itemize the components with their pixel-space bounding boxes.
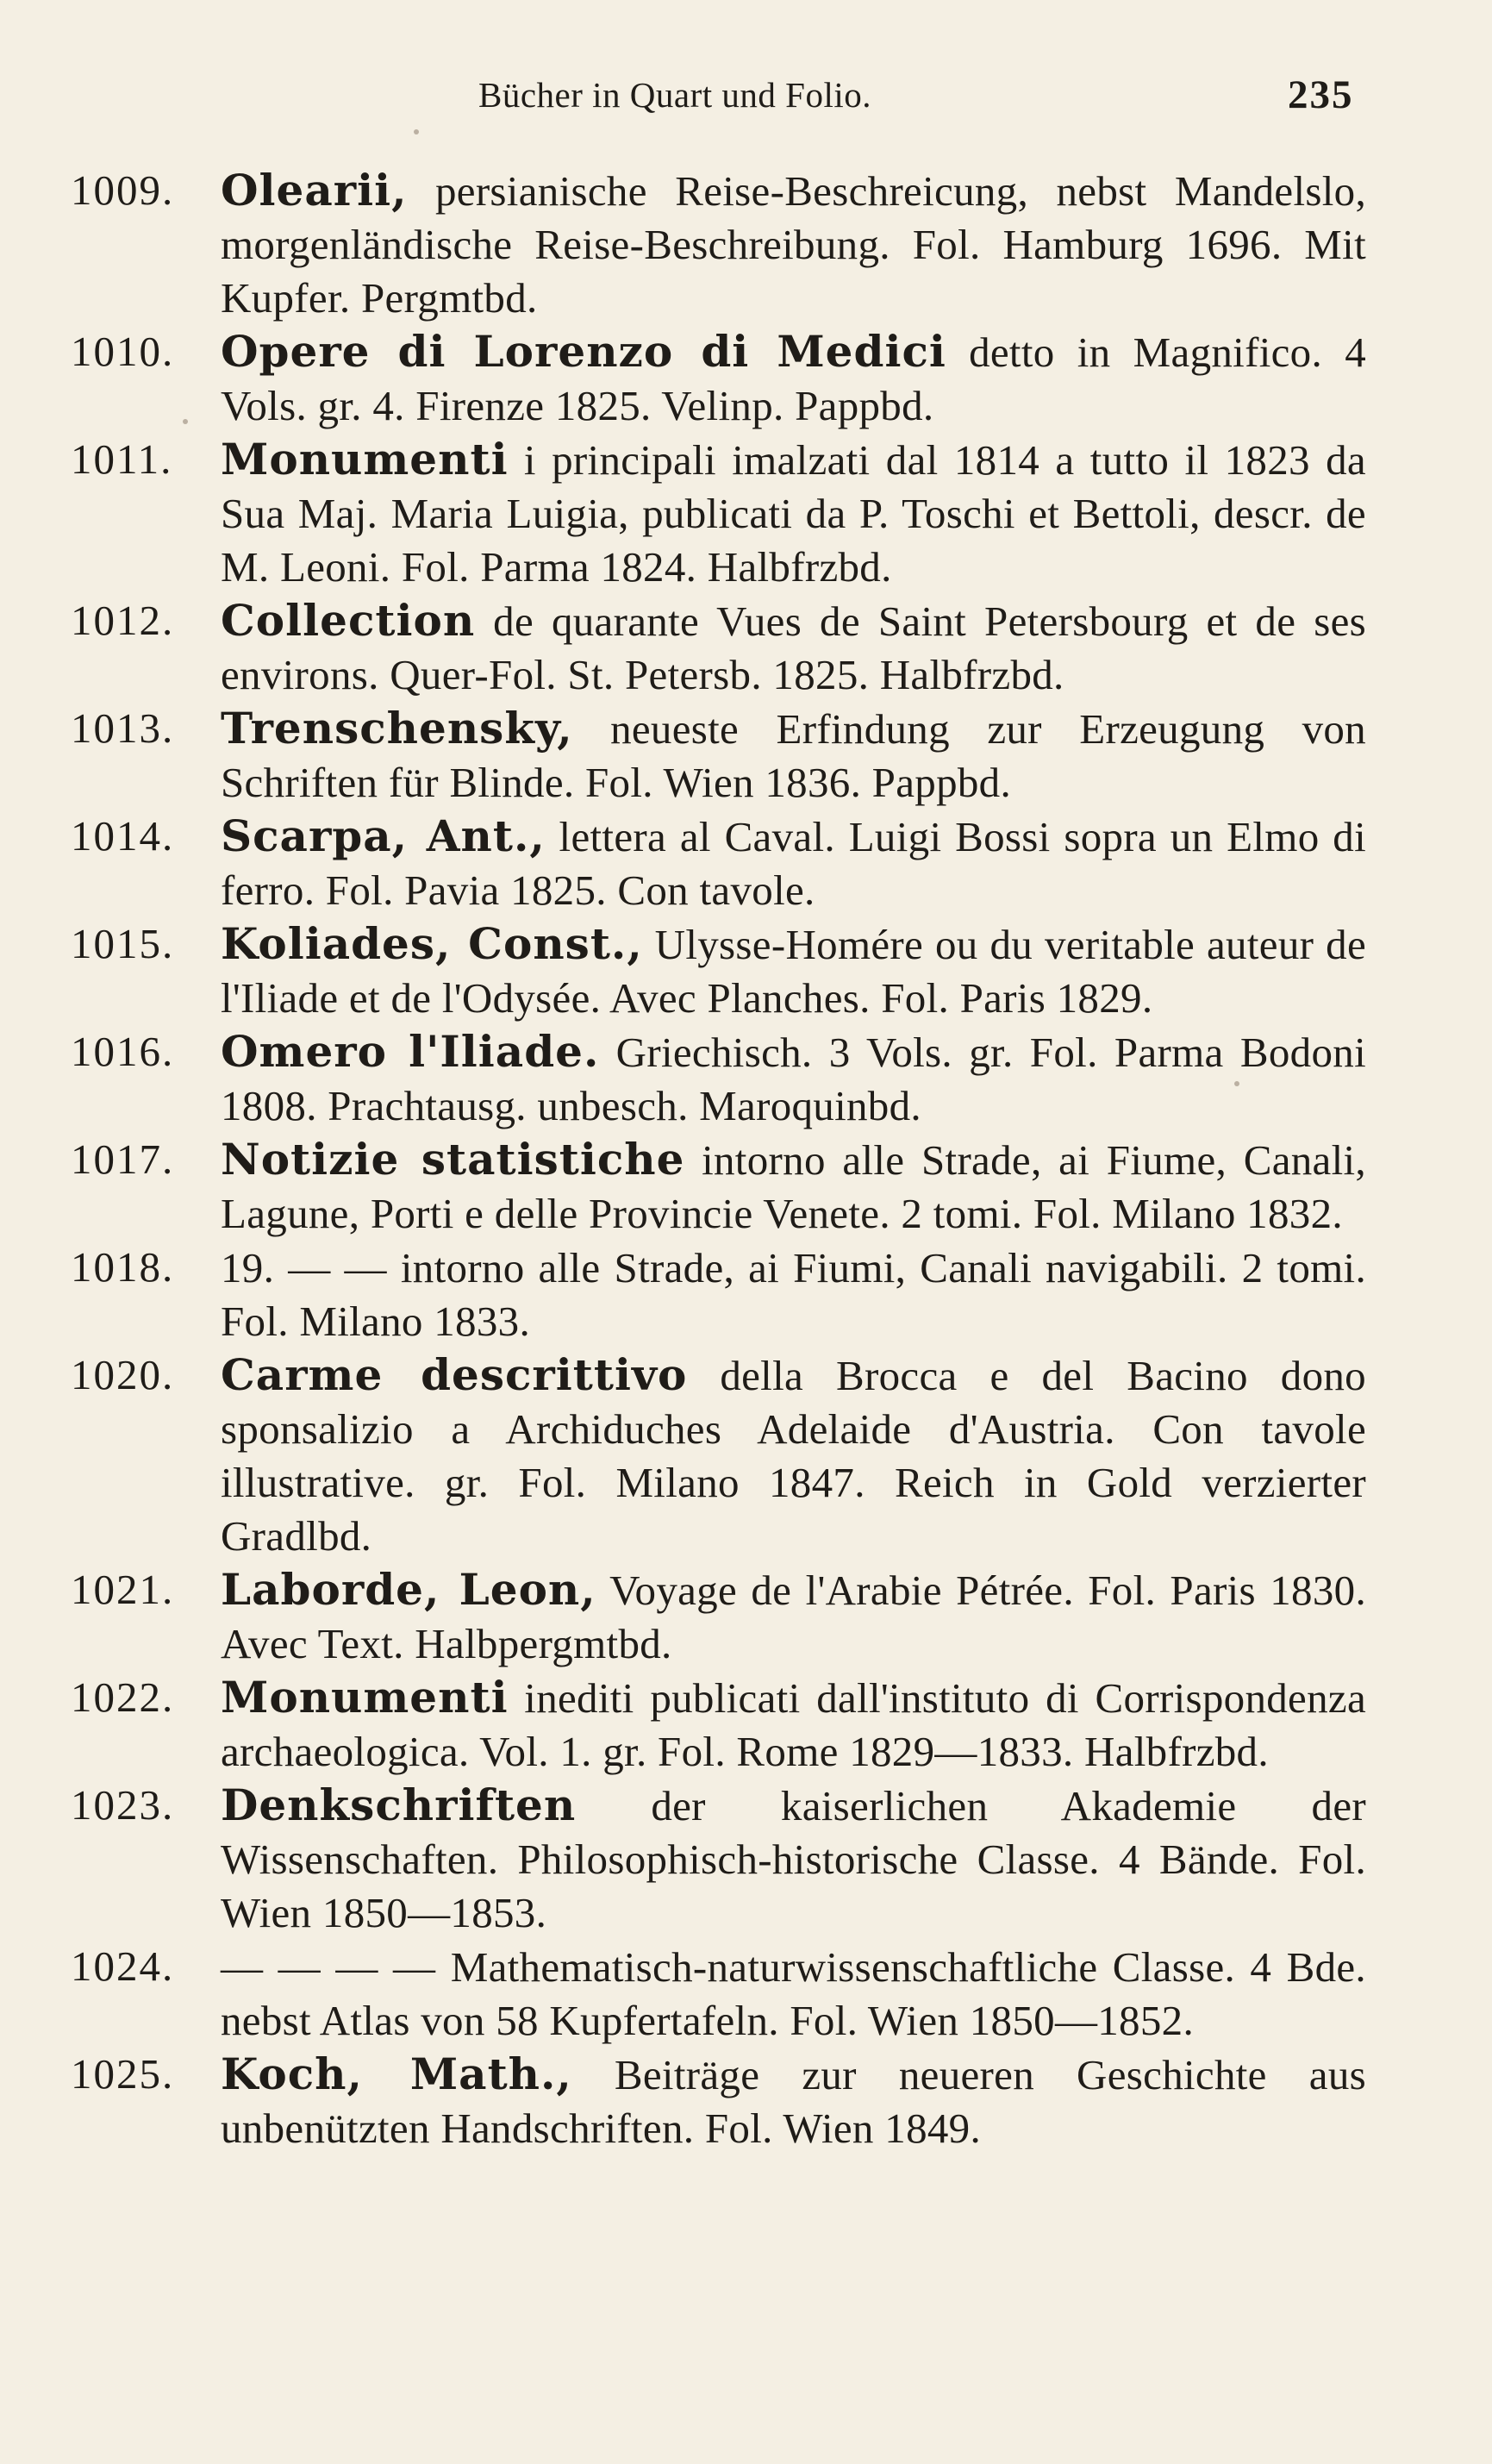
catalog-entry-1022	[0, 1671, 1492, 1779]
entry-description	[221, 433, 1366, 594]
entry-body: neueste Erfindung zur Erzeugung von Schriften für Blinde. Fol. Wien 1836. Pappbd.	[221, 705, 1366, 806]
entry-number: 1024.	[71, 1942, 175, 1990]
entry-headword: Carme descrittivo	[221, 1349, 688, 1400]
paper-speck	[1234, 1081, 1239, 1086]
paper-speck	[414, 129, 419, 134]
entry-body: Ulysse-Homére ou du veritable auteur de l'Iliade et de l'Odysée. Avec Planches. Fol. Paris 1829.	[221, 921, 1366, 1022]
catalog-entry-1025	[0, 2048, 1492, 2155]
entry-headword: Monumenti	[221, 1672, 509, 1723]
running-title: Bücher in Quart und Folio.	[478, 75, 871, 115]
catalog-entry-1020	[0, 1348, 1492, 1563]
entry-headword: Omero l'Iliade.	[221, 1026, 600, 1077]
entry-body: der kaiserlichen Akademie der Wissenschaften. Philosophisch-historische Classe. 4 Bände. Fol. Wien 1850—1853.	[221, 1782, 1366, 1936]
paper-speck	[183, 419, 188, 424]
entry-number: 1014.	[71, 812, 175, 860]
catalog-entry-1009	[0, 164, 1492, 325]
entry-number: 1009.	[71, 166, 175, 214]
entry-body: inediti publicati dall'instituto di Corrispondenza archaeologica. Vol. 1. gr. Fol. Rome 1829—1833. Halbfrzbd.	[221, 1674, 1366, 1775]
entry-description	[221, 594, 1366, 702]
entry-description	[221, 1025, 1366, 1133]
entry-headword: Opere di Lorenzo di Medici	[221, 326, 946, 377]
entry-body: — — — — Mathematisch-naturwissenschaftliche Classe. 4 Bde. nebst Atlas von 58 Kupfertafeln. Fol. Wien 1850—1852.	[221, 1943, 1366, 2044]
entry-body: i principali imalzati dal 1814 a tutto il 1823 da Sua Maj. Maria Luigia, publicati da P. Toschi et Bettoli, descr. de M. Leoni. Fol. Parma 1824. Halbfrzbd.	[221, 436, 1366, 591]
catalog-entry-1016	[0, 1025, 1492, 1133]
entry-description	[221, 2048, 1366, 2155]
entry-body: detto in Magnifico. 4 Vols. gr. 4. Firenze 1825. Velinp. Pappbd.	[221, 328, 1366, 429]
entry-description	[221, 1671, 1366, 1779]
entry-body: della Brocca e del Bacino dono sponsalizio a Archiduches Adelaide d'Austria. Con tavole illustrative. gr. Fol. Milano 1847. Reich in Gold verzierter Gradlbd.	[221, 1352, 1366, 1560]
entry-number: 1025.	[71, 2050, 175, 2098]
entry-body: Griechisch. 3 Vols. gr. Fol. Parma Bodoni 1808. Prachtausg. unbesch. Maroquinbd.	[221, 1029, 1366, 1129]
entry-description	[221, 1348, 1366, 1563]
catalog-entry-1017	[0, 1133, 1492, 1241]
entry-headword: Denkschriften	[221, 1779, 577, 1830]
entry-body: 19. — — intorno alle Strade, ai Fiumi, Canali navigabili. 2 tomi. Fol. Milano 1833.	[221, 1244, 1366, 1345]
entry-description	[221, 325, 1366, 433]
catalog-entry-1018	[0, 1241, 1492, 1348]
catalog-entries	[0, 164, 1492, 2155]
catalog-entry-1011	[0, 433, 1492, 594]
entry-description	[221, 810, 1366, 917]
entry-number: 1021.	[71, 1566, 175, 1613]
catalog-entry-1013	[0, 702, 1492, 810]
entry-headword: Koliades, Const.,	[221, 918, 643, 969]
entry-number: 1013.	[71, 704, 175, 752]
entry-number: 1023.	[71, 1781, 175, 1829]
entry-number: 1018.	[71, 1243, 175, 1291]
entry-description	[221, 1940, 1366, 2048]
entry-body: lettera al Caval. Luigi Bossi sopra un Elmo di ferro. Fol. Pavia 1825. Con tavole.	[221, 813, 1366, 914]
entry-headword: Trenschensky,	[221, 703, 573, 754]
entry-headword: Laborde, Leon,	[221, 1564, 596, 1615]
entry-description	[221, 917, 1366, 1025]
entry-body: de quarante Vues de Saint Petersbourg et de ses environs. Quer-Fol. St. Petersb. 1825. Halbfrzbd.	[221, 597, 1366, 698]
entry-number: 1012.	[71, 597, 175, 644]
entry-number: 1016.	[71, 1028, 175, 1075]
catalog-entry-1015	[0, 917, 1492, 1025]
entry-body: Voyage de l'Arabie Pétrée. Fol. Paris 1830. Avec Text. Halbpergmtbd.	[221, 1567, 1367, 1667]
entry-description	[221, 1563, 1366, 1671]
entry-number: 1011.	[71, 435, 173, 483]
catalog-entry-1010	[0, 325, 1492, 433]
catalog-entry-1014	[0, 810, 1492, 917]
entry-description	[221, 1133, 1366, 1241]
entry-description	[221, 702, 1366, 810]
entry-number: 1017.	[71, 1135, 175, 1183]
catalog-entry-1021	[0, 1563, 1492, 1671]
entry-headword: Notizie statistiche	[221, 1134, 685, 1185]
entry-headword: Koch, Math.,	[221, 2048, 572, 2099]
entry-headword: Scarpa, Ant.,	[221, 810, 546, 861]
catalog-entry-1023	[0, 1779, 1492, 1940]
entry-number: 1022.	[71, 1673, 175, 1721]
entry-description	[221, 1241, 1366, 1348]
running-head	[0, 67, 1492, 122]
entry-headword: Monumenti	[221, 434, 509, 485]
catalog-entry-1024	[0, 1940, 1492, 2048]
entry-headword: Collection	[221, 595, 476, 646]
entry-number: 1015.	[71, 920, 175, 967]
page-number: 235	[1288, 72, 1354, 117]
entry-description	[221, 164, 1366, 325]
entry-number: 1020.	[71, 1351, 175, 1398]
entry-body: intorno alle Strade, ai Fiume, Canali, Lagune, Porti e delle Provincie Venete. 2 tomi. Fol. Milano 1832.	[221, 1136, 1366, 1237]
entry-number: 1010.	[71, 328, 175, 375]
catalog-entry-1012	[0, 594, 1492, 702]
entry-body: Beiträge zur neueren Geschichte aus unbenützten Handschriften. Fol. Wien 1849.	[221, 2051, 1367, 2152]
entry-headword: Olearii,	[221, 165, 408, 216]
entry-body: persianische Reise-Beschreicung, nebst Mandelslo, morgenländische Reise-Beschreibung. Fol. Hamburg 1696. Mit Kupfer. Pergmtbd.	[221, 167, 1366, 322]
entry-description	[221, 1779, 1366, 1940]
